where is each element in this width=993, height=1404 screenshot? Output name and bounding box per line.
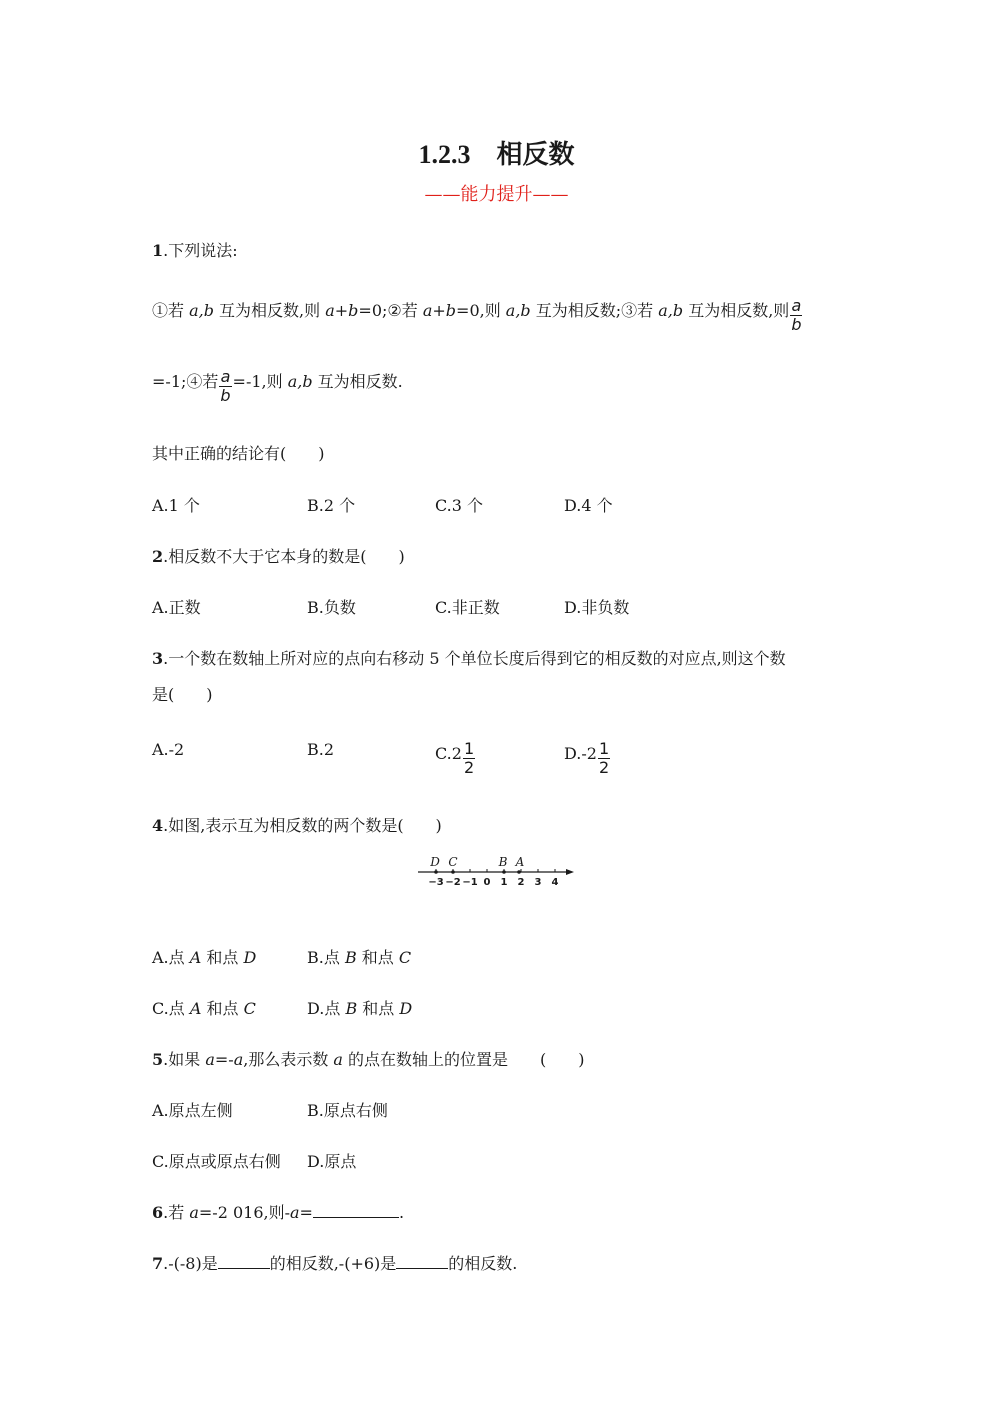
tick-label: 2 (517, 877, 525, 888)
point-c-dot (451, 870, 455, 874)
q2-option-b[interactable]: B.负数 (307, 598, 356, 617)
point-name: C (243, 999, 256, 1018)
q5-stem (152, 1047, 585, 1070)
option-text: B.点 (307, 948, 345, 967)
tick-label: −1 (462, 877, 478, 888)
q2-option-c[interactable]: C.非正数 (435, 598, 500, 617)
q3-option-c-fraction (463, 740, 475, 777)
point-name: B (345, 999, 358, 1018)
q1-text: =0,则 (456, 301, 506, 320)
q1-question: 其中正确的结论有( ) (152, 444, 325, 463)
fraction-denominator: 2 (463, 758, 475, 777)
point-label-b: B (498, 855, 508, 869)
q4-number: 4 (152, 816, 164, 835)
q4-option-c[interactable] (152, 996, 256, 1019)
q6-stem (152, 1200, 404, 1223)
q1-text: =-1,则 (232, 372, 288, 391)
point-label-a: A (515, 855, 525, 869)
q1-text: =0;②若 (358, 301, 423, 320)
q2-option-a[interactable]: A.正数 (152, 598, 201, 617)
q2-stem-text: .相反数不大于它本身的数是( ) (163, 547, 405, 566)
q6-var: a (290, 1203, 300, 1222)
option-text: 和点 (201, 948, 244, 967)
option-text: C.点 (152, 999, 190, 1018)
point-label-d: D (430, 855, 440, 869)
q2-option-d[interactable]: D.非负数 (564, 598, 630, 617)
q5-var: a (333, 1050, 343, 1069)
point-name: B (344, 948, 357, 967)
point-name: D (243, 948, 257, 967)
point-name: A (189, 999, 202, 1018)
q4-stem (152, 813, 442, 836)
q1-var: a,b (189, 301, 214, 320)
q1-option-a[interactable]: A.1 个 (152, 496, 200, 515)
q7-text: .-(-8)是 (163, 1254, 218, 1273)
q5-option-c[interactable]: C.原点或原点右侧 (152, 1152, 281, 1171)
number-line-figure (410, 850, 580, 892)
option-text: 和点 (356, 948, 399, 967)
q5-option-b[interactable]: B.原点右侧 (307, 1101, 388, 1120)
fraction-numerator: a (791, 296, 802, 315)
q3-option-a[interactable]: A.-2 (152, 740, 185, 759)
q5-option-d[interactable]: D.原点 (307, 1152, 357, 1171)
q1-stem-text: .下列说法: (163, 241, 238, 260)
q3-option-b[interactable]: B.2 (307, 740, 335, 759)
q7-stem (152, 1251, 517, 1274)
q3-option-c[interactable] (435, 740, 476, 777)
q5-text: .如果 (163, 1050, 206, 1069)
tick-label: 4 (551, 877, 559, 888)
q1-statements-line1 (152, 297, 803, 334)
fraction-numerator: 1 (463, 739, 475, 758)
q1-statements-line2 (152, 368, 403, 405)
q4-option-a[interactable] (152, 945, 256, 968)
option-text: D.点 (307, 999, 346, 1018)
q1-option-c[interactable]: C.3 个 (435, 496, 484, 515)
q1-text: 互为相反数. (312, 372, 403, 391)
q1-var: a+b (325, 301, 359, 320)
q1-text: 互为相反数;③若 (530, 301, 659, 320)
q4-stem-text: .如图,表示互为相反数的两个数是( ) (163, 816, 442, 835)
fraction-denominator: b (220, 386, 231, 405)
fraction-denominator: b (791, 315, 802, 334)
q4-option-b[interactable] (307, 945, 411, 968)
tick-label: −2 (445, 877, 461, 888)
q5-text: ,那么表示数 (243, 1050, 334, 1069)
q6-var: a (189, 1203, 199, 1222)
q6-text: =-2 016,则- (198, 1203, 290, 1222)
q3-stem-text: .一个数在数轴上所对应的点向右移动 5 个单位长度后得到它的相反数的对应点,则这个数 (163, 649, 786, 668)
q4-option-d[interactable] (307, 996, 412, 1019)
q1-text: =-1;④若 (152, 372, 219, 391)
q2-number: 2 (152, 547, 164, 566)
q1-fraction (790, 297, 802, 334)
q7-answer-blank-1[interactable] (218, 1254, 270, 1269)
fraction-numerator: a (220, 367, 231, 386)
q3-option-d[interactable] (564, 740, 611, 777)
q6-answer-blank[interactable] (313, 1203, 399, 1218)
q3-number: 3 (152, 649, 164, 668)
q1-option-d[interactable]: D.4 个 (564, 496, 613, 515)
q1-var: a+b (422, 301, 457, 320)
q1-var: a,b (505, 301, 531, 320)
page-title: 1.2.3 相反数 (418, 140, 575, 169)
section-subtitle: ——能力提升—— (424, 184, 569, 205)
q5-number: 5 (152, 1050, 164, 1069)
q7-text: 的相反数. (448, 1254, 518, 1273)
option-text: 和点 (357, 999, 400, 1018)
option-text: A.点 (152, 948, 190, 967)
q5-var: a (233, 1050, 244, 1069)
q6-text: = (299, 1203, 313, 1222)
q1-option-b[interactable]: B.2 个 (307, 496, 356, 515)
tick-label: −3 (428, 877, 444, 888)
point-label-c: C (448, 855, 458, 869)
q5-text: =- (214, 1050, 234, 1069)
fraction-denominator: 2 (598, 758, 610, 777)
q1-text: 互为相反数,则 (683, 301, 790, 320)
number-line-arrow (566, 869, 574, 875)
q1-text: 互为相反数,则 (213, 301, 326, 320)
q3-option-d-whole: D.-2 (564, 744, 597, 763)
q1-number: 1 (152, 241, 164, 260)
point-name: A (189, 948, 202, 967)
q6-text: . (398, 1203, 405, 1222)
q1-text: ①若 (152, 301, 190, 320)
q3-stem (152, 646, 786, 669)
q7-text: 的相反数,-(+6)是 (269, 1254, 397, 1273)
q6-text: .若 (163, 1203, 190, 1222)
fraction-numerator: 1 (598, 739, 610, 758)
tick-label: 3 (534, 877, 542, 888)
point-d-dot (434, 870, 438, 874)
q1-fraction (219, 368, 231, 405)
q1-var: a,b (287, 372, 313, 391)
q5-text: 的点在数轴上的位置是 ( ) (342, 1050, 585, 1069)
q3-stem-continued: 是( ) (152, 685, 213, 704)
q7-answer-blank-2[interactable] (396, 1254, 448, 1269)
tick-label: 1 (500, 877, 508, 888)
point-b-dot (502, 870, 506, 874)
q3-option-d-fraction (598, 740, 610, 777)
q5-var: a (205, 1050, 215, 1069)
q2-stem (152, 544, 405, 567)
point-name: C (398, 948, 412, 967)
q3-option-c-whole: C.2 (435, 744, 462, 763)
q6-number: 6 (152, 1203, 164, 1222)
q5-option-a[interactable]: A.原点左侧 (152, 1101, 233, 1120)
q1-var: a,b (658, 301, 684, 320)
q7-number: 7 (152, 1254, 164, 1273)
tick-label: 0 (483, 877, 491, 888)
option-text: 和点 (201, 999, 244, 1018)
q1-stem (152, 238, 238, 261)
point-a-dot (517, 870, 521, 874)
point-name: D (399, 999, 413, 1018)
